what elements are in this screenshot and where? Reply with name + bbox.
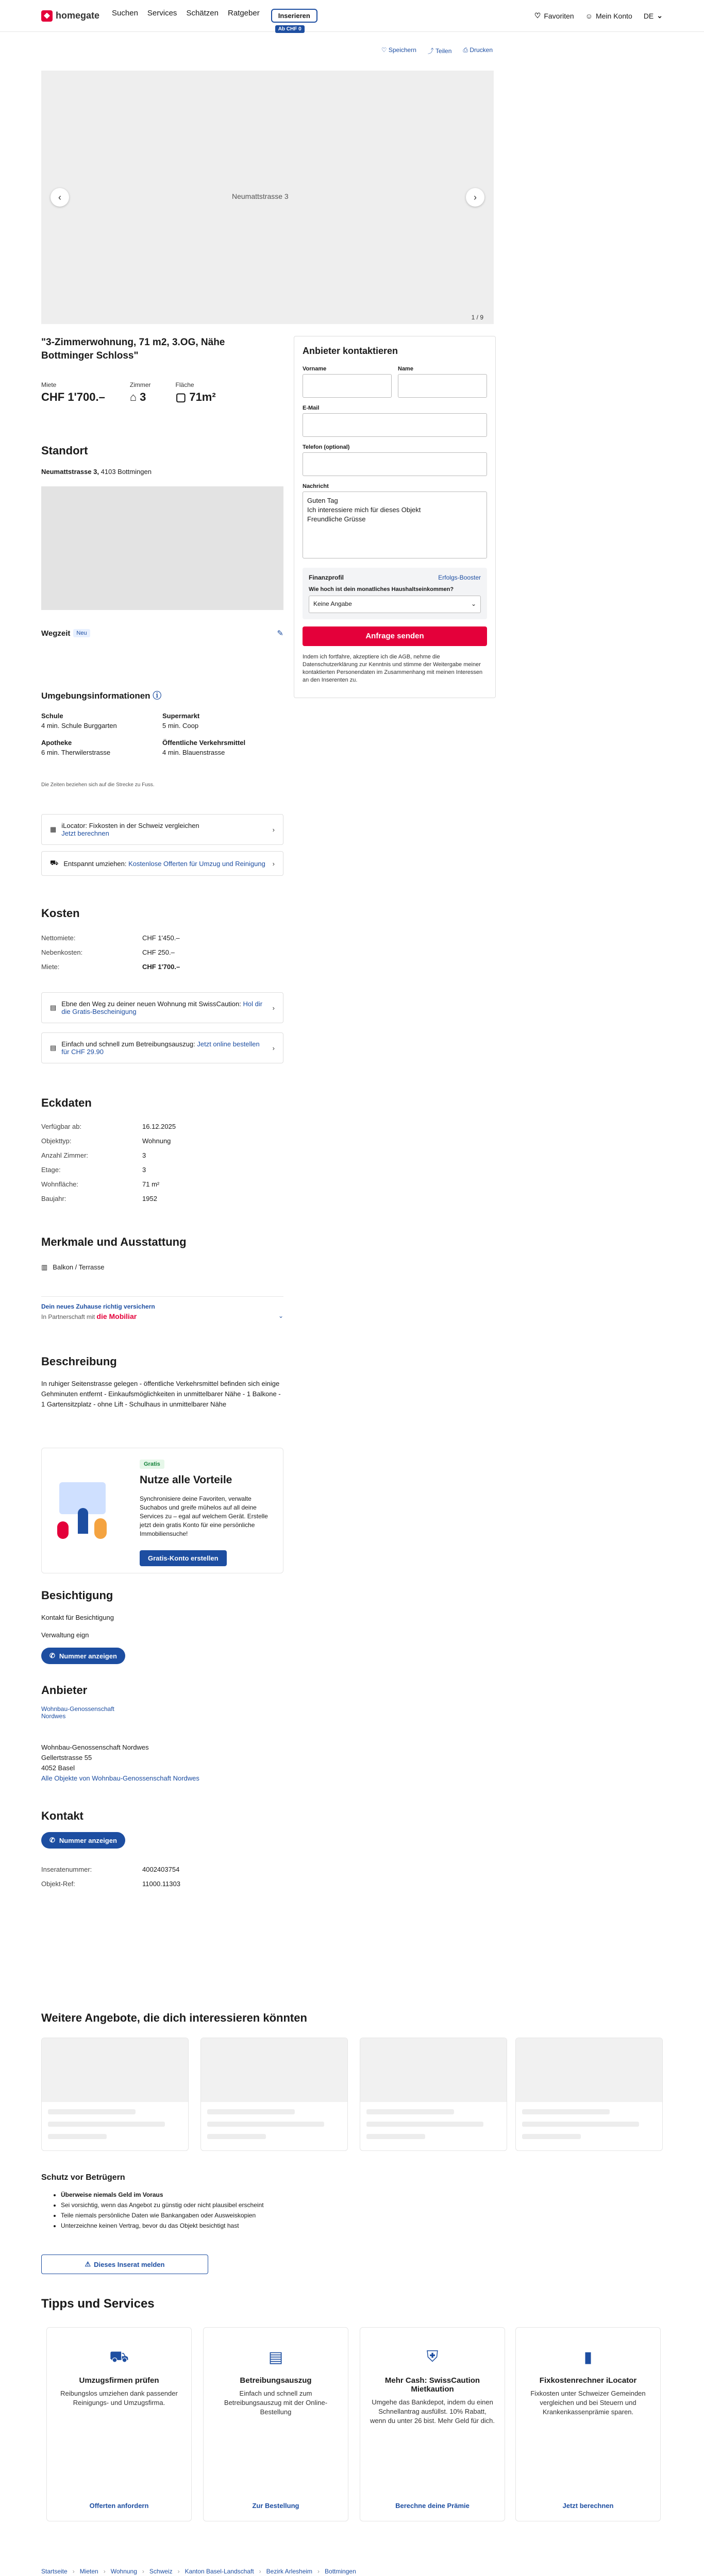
location-heading: Standort — [41, 444, 88, 457]
insert-button[interactable]: Inserieren Ab CHF 0 — [271, 9, 317, 23]
more-offers-heading: Weitere Angebote, die dich interessieren könnten — [41, 2011, 307, 2024]
last-name-field[interactable] — [398, 374, 487, 398]
ilocator-promo[interactable]: ▦ iLocator: Fixkosten in der Schweiz vergleichen Jetzt berechnen › — [41, 814, 283, 845]
viewing-info: Kontakt für Besichtigung Verwaltung eign — [41, 1614, 114, 1639]
moving-promo[interactable]: ⛟ Entspannt umziehen: Kostenlose Offerten für Umzug und Reinigung › — [41, 851, 283, 876]
phone-icon: ✆ — [49, 1652, 55, 1659]
tip-card-extract[interactable]: ▤ Betreibungsauszug Einfach und schnell zum Betreibungsauszug mit der Online-Bestellung Zur Bestellung — [203, 2327, 348, 2521]
share-button[interactable]: ⤴ Teilen — [427, 47, 452, 55]
user-icon: ☺ — [585, 11, 593, 20]
document-icon: ▤ — [268, 2349, 283, 2366]
illustration-icon — [54, 1472, 116, 1544]
rent-value: CHF 1'700.– — [41, 391, 105, 403]
offer-card-placeholder[interactable] — [515, 2038, 663, 2151]
chevron-down-icon: ⌄ — [657, 11, 663, 20]
address: Neumattstrasse 3, 4103 Bottmingen — [41, 468, 152, 476]
save-button[interactable]: ♡ Speichern — [381, 46, 416, 54]
surroundings-heading: Umgebungsinformationen ⓘ — [41, 691, 162, 701]
truck-icon: ⛟ — [109, 2348, 129, 2365]
account-link[interactable]: ☺ Mein Konto — [585, 11, 632, 20]
listing-title: "3-Zimmerwohnung, 71 m2, 3.OG, Nähe Bottminger Schloss" — [41, 337, 225, 361]
share-bar — [348, 46, 493, 55]
info-icon[interactable]: ⓘ — [153, 691, 162, 701]
chevron-down-icon: ⌄ — [471, 600, 476, 607]
viewing-heading: Besichtigung — [41, 1589, 113, 1602]
gallery-counter: 1 / 9 — [471, 314, 483, 321]
language-switch[interactable]: DE ⌄ — [643, 11, 663, 20]
key-facts: Miete CHF 1'700.– Zimmer ⌂ 3 Fläche ▢ 71m² — [41, 381, 216, 403]
feature-balcony: ▥ Balkon / Terrasse — [41, 1263, 105, 1271]
send-request-button[interactable]: Anfrage senden — [303, 626, 487, 646]
swisscaution-promo[interactable]: ▤ Ebne den Weg zu deiner neuen Wohnung mit SwissCaution: Hol dir die Gratis-Bescheinigung › — [41, 992, 283, 1023]
logo-mark-icon — [41, 10, 53, 22]
report-listing-button[interactable]: ⚠ Dieses Inserat melden — [41, 2255, 208, 2274]
area-icon: ▢ — [175, 391, 187, 403]
calculator-icon: ▦ — [50, 825, 57, 833]
income-select[interactable]: Keine Angabe ⌄ — [309, 596, 481, 613]
insurance-promo[interactable]: Dein neues Zuhause richtig versichern In Partnerschaft mit die Mobiliar ⌄ — [41, 1296, 283, 1320]
image-gallery[interactable] — [41, 71, 494, 324]
rooms-icon: ⌂ — [129, 391, 137, 403]
nav-estimate[interactable]: Schätzen — [186, 9, 219, 18]
contact-form-card: Anbieter kontaktieren Vorname Name E-Mail Telefon (optional) Nachricht Guten Tag Ich interessiere mich für dieses Objekt Freundliche Grüsse Finanzprofil Erfolgs-Booster Wie hoch ist dein monatliches Haushaltseinkommen? Keine Angabe ⌄ Anfrage senden Indem ich fortfahre, akzeptiere ich die AGB, nehme die Datenschutzerklärung zur Kenntnis und stimme der Weitergabe meiner kontaktierten Personendaten im Zusammenhang mit meinen Interessen an den Inserenten zu. — [294, 336, 496, 698]
breadcrumb: Startseite › Mieten › Wohnung › Schweiz › Kanton Basel-Landschaft › Bezirk Arlesheim › Bottmingen — [41, 2568, 356, 2575]
gallery-image-alt: Neumattstrasse 3 — [232, 192, 289, 200]
fraud-list: • Überweise niemals Geld im Voraus • Sei vorsichtig, wenn das Angebot zu günstig oder nicht plausibel erscheint • Teile niemals persönliche Daten wie Bankangaben oder Ausweiskopien • Unterzeichne keinen Vertrag, bevor du das Objekt besichtigt hast — [52, 2190, 361, 2231]
heart-icon: ♡ — [534, 11, 541, 20]
truck-icon: ⛟ — [50, 859, 59, 867]
provider-heading: Anbieter — [41, 1684, 88, 1697]
fraud-heading: Schutz vor Betrügern — [41, 2173, 125, 2182]
features-heading: Merkmale und Ausstattung — [41, 1235, 187, 1248]
tip-card-deposit[interactable]: ⛨ Mehr Cash: SwissCaution Mietkaution Umgehe das Bankdepot, indem du einen Schnellantrag ausfüllst. 10% Rabatt, wenn du unter 26 bist. Mehr Geld für dich. Berechne deine Prämie — [360, 2327, 505, 2521]
homegate-logo[interactable]: homegate — [41, 10, 99, 22]
contact-heading: Kontakt — [41, 1809, 83, 1822]
details-heading: Eckdaten — [41, 1096, 92, 1109]
booster-link[interactable]: Erfolgs-Booster — [438, 574, 481, 581]
provider-logo[interactable]: Wohnbau-Genossenschaft Nordwes — [41, 1705, 114, 1720]
chevron-right-icon: › — [272, 1044, 275, 1052]
insert-price-badge: Ab CHF 0 — [275, 25, 305, 33]
gallery-prev-icon[interactable]: ‹ — [51, 188, 69, 207]
phone-field[interactable] — [303, 452, 487, 476]
description-text: In ruhiger Seitenstrasse gelegen - öffentliche Verkehrsmittel befinden sich einige Gehminuten entfernt - Einkaufsmöglichkeiten in unmittelbarer Nähe - 1 Balkone - 1 Gartensitzplatz - ohne Lift - Schulhaus in unmittelbarer Nähe — [41, 1380, 281, 1408]
route-time[interactable]: Wegzeit Neu ✎ — [41, 629, 283, 638]
finance-profile: Finanzprofil Erfolgs-Booster Wie hoch ist dein monatliches Haushaltseinkommen? Keine Angabe ⌄ — [303, 568, 487, 619]
offer-card-placeholder[interactable] — [200, 2038, 348, 2151]
costs-table: Nettomiete: CHF 1'450.– Nebenkosten: CHF 250.– Miete: CHF 1'700.– — [41, 934, 180, 971]
map[interactable] — [41, 486, 283, 610]
contact-form-title: Anbieter kontaktieren — [303, 346, 398, 356]
details-table: Verfügbar ab: 16.12.2025 Objekttyp: Wohnung Anzahl Zimmer: 3 Etage: 3 Wohnfläche: 71 m² Baujahr: 1952 — [41, 1122, 176, 1202]
debt-extract-promo[interactable]: ▤ Einfach und schnell zum Betreibungsauszug: Jetzt online bestellen für CHF 29.90 › — [41, 1032, 283, 1063]
site-header — [0, 0, 704, 32]
provider-address: Wohnbau-Genossenschaft Nordwes Gellertstrasse 55 4052 Basel Alle Objekte von Wohnbau-Genossenschaft Nordwes — [41, 1743, 199, 1782]
tip-card-ilocator[interactable]: ▮ Fixkostenrechner iLocator Fixkosten unter Schweizer Gemeinden vergleichen und bei Steuern und Krankenkassenprämie sparen. Jetzt berechnen — [515, 2327, 661, 2521]
first-name-field[interactable] — [303, 374, 392, 398]
nav-search[interactable]: Suchen — [112, 9, 138, 18]
area-value: 71m² — [189, 391, 216, 403]
gratis-badge: Gratis — [140, 1460, 164, 1469]
balcony-icon: ▥ — [41, 1263, 48, 1271]
edit-icon[interactable]: ✎ — [277, 629, 283, 638]
chevron-right-icon: › — [272, 825, 275, 834]
chevron-down-icon: ⌄ — [278, 1312, 283, 1319]
rooms-value: 3 — [140, 391, 146, 403]
tip-card-moving[interactable]: ⛟ Umzugsfirmen prüfen Reibungslos umziehen dank passender Reinigungs- und Umzugsfirma. Offerten anfordern — [46, 2327, 192, 2521]
chevron-right-icon: › — [272, 1004, 275, 1012]
tips-heading: Tipps und Services — [41, 2297, 155, 2311]
nav-services[interactable]: Services — [147, 9, 177, 18]
legal-note: Indem ich fortfahre, akzeptiere ich die AGB, nehme die Datenschutzerklärung zur Kenntnis und stimme der Weitergabe meiner kontaktierten Personendaten im Zusammenhang mit meinen Interessen an den Inserenten zu. — [303, 654, 483, 683]
listing-ids: Inseratenummer: 4002403754 Objekt-Ref: 11000.11303 — [41, 1865, 180, 1888]
provider-objects-link[interactable]: Alle Objekte von Wohnbau-Genossenschaft Nordwes — [41, 1774, 199, 1782]
create-account-button[interactable]: Gratis-Konto erstellen — [140, 1550, 227, 1566]
gallery-next-icon[interactable]: › — [466, 188, 484, 207]
show-number-button[interactable]: ✆ Nummer anzeigen — [41, 1648, 125, 1664]
document-icon: ▤ — [50, 1004, 57, 1011]
costs-heading: Kosten — [41, 907, 80, 920]
offer-card-placeholder[interactable] — [360, 2038, 507, 2151]
phone-icon: ✆ — [49, 1836, 55, 1844]
benefits-card: Gratis Nutze alle Vorteile Synchronisiere deine Favoriten, verwalte Suchabos und greife mühelos auf all deine Services zu – egal auf welchem Gerät. Erstelle jetzt dein gratis Konto für eine persönliche Immobiliensuche! Gratis-Konto erstellen — [41, 1448, 283, 1573]
main-nav — [112, 9, 317, 32]
email-field[interactable] — [303, 413, 487, 437]
chevron-right-icon: › — [272, 859, 275, 868]
print-button[interactable]: ⎙ Drucken — [463, 46, 493, 54]
map-icon: ▮ — [583, 2349, 593, 2366]
description-heading: Beschreibung — [41, 1355, 117, 1368]
shield-icon: ⛨ — [426, 2348, 439, 2365]
surroundings-list: Schule 4 min. Schule Burggarten Supermarkt 5 min. Coop Apotheke 6 min. Therwilerstrasse Öffentliche Verkehrsmittel 4 min. Blauenstrasse — [41, 712, 246, 756]
nav-guide[interactable]: Ratgeber — [227, 9, 260, 18]
show-number-button-2[interactable]: ✆ Nummer anzeigen — [41, 1832, 125, 1849]
favorites-link[interactable]: ♡ Favoriten — [534, 11, 574, 20]
message-field[interactable]: Guten Tag Ich interessiere mich für dieses Objekt Freundliche Grüsse — [303, 492, 487, 558]
document-icon: ▤ — [50, 1044, 57, 1052]
warning-icon: ⚠ — [85, 2260, 91, 2268]
offer-card-placeholder[interactable] — [41, 2038, 189, 2151]
